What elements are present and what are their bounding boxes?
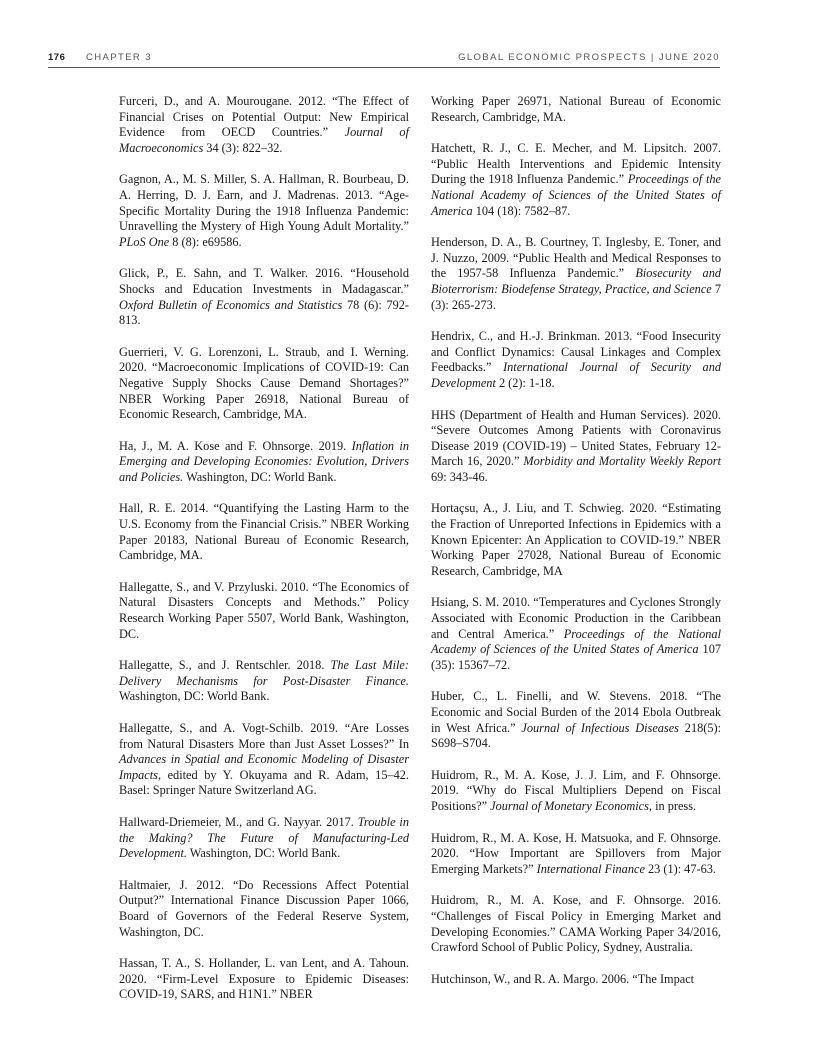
reference-text: Hendrix, C., and H.-J. Brinkman. 2013. “Food Insecurity and Conflict Dynamics: Causal Linkages and Complex Feedbacks.” [431, 329, 721, 375]
reference-text: Washington, DC: World Bank. [119, 689, 270, 704]
reference-title-italic: Advances in Spatial and Economic Modeling of Disaster Impacts [119, 752, 409, 782]
header-rule [48, 67, 720, 68]
reference-text: 78 (6): 792-813. [119, 297, 409, 328]
reference-text: 8 (8): e69586. [169, 234, 242, 249]
reference-text: Henderson, D. A., B. Courtney, T. Inglesby, E. Toner, and J. Nuzzo, 2009. “Public Health and Medical Responses to the 1957-58 Influenza Pandemic.” [431, 235, 721, 281]
reference-text: , edited by Y. Okuyama and R. Adam, 15–42. Basel: Springer Nature Switzerland AG. [119, 767, 409, 798]
reference-title-italic: International Journal of Security and Development [431, 360, 721, 390]
reference-text: Glick, P., E. Sahn, and T. Walker. 2016. “Household Shocks and Education Investments in Madagascar.” [119, 266, 409, 296]
reference-entry [431, 141, 721, 219]
reference-title-italic: Proceedings of the National Academy of Sciences of the United States of America [431, 626, 721, 657]
reference-text: Huidrom, R., M. A. Kose, and F. Ohnsorge. 2016. “Challenges of Fiscal Policy in Emerging Market and Developing Economies.” CAMA Working Paper 34/2016, Crawford School of Public Policy, Sydney, Australia. [431, 893, 721, 955]
reference-text: 7 (3): 265-273. [431, 281, 721, 312]
reference-text: Hallegatte, S., and J. Rentschler. 2018. [119, 658, 331, 673]
reference-title-italic: Biosecurity and Bioterrorism: Biodefense Strategy, Practice, and Science [431, 266, 721, 296]
reference-entry [431, 831, 721, 878]
reference-entry [119, 501, 409, 563]
reference-text: Hallegatte, S., and V. Przyluski. 2010. “The Economics of Natural Disasters Concepts and Methods.” Policy Research Working Paper 5507, World Bank, Washington, DC. [119, 579, 409, 641]
reference-text: 218(5): S698–S704. [431, 720, 721, 751]
page-header [48, 52, 720, 66]
reference-title-italic: Oxford Bulletin of Economics and Statistics [119, 297, 343, 312]
reference-entry [431, 94, 721, 125]
reference-text: Furceri, D., and A. Mourougane. 2012. “The Effect of Financial Crises on Potential Output: New Empirical Evidence from OECD Countries.” [119, 94, 409, 140]
reference-text: Hatchett, R. J., C. E. Mecher, and M. Lipsitch. 2007. “Public Health Interventions and Epidemic Intensity During the 1918 Influenza Pandemic.” [431, 141, 721, 187]
reference-text: Gagnon, A., M. S. Miller, S. A. Hallman, R. Bourbeau, D. A. Herring, D. J. Earn, and J. Madrenas. 2013. “Age-Specific Mortality During the 1918 Influenza Pandemic: Unravelling the Mystery of High Young Adult Mortality.” [119, 172, 409, 234]
reference-entry [119, 580, 409, 642]
reference-title-italic: Trouble in the Making? The Future of Manufacturing-Led Development. [119, 814, 409, 861]
reference-text: Guerrieri, V. G. Lorenzoni, L. Straub, and I. Werning. 2020. “Macroeconomic Implications of COVID-19: Can Negative Supply Shocks Cause Demand Shortages?” NBER Working Paper 26918, National Bureau of Economic Research, Cambridge, MA. [119, 344, 409, 422]
reference-entry [431, 408, 721, 486]
reference-entry [119, 815, 409, 862]
reference-entry [119, 345, 409, 423]
reference-text: Washington, DC: World Bank. [186, 846, 341, 861]
reference-entry [431, 893, 721, 955]
reference-title-italic: Journal of Monetary Economics [490, 798, 649, 813]
reference-text: Hallward-Driemeier, M., and G. Nayyar. 2017. [119, 814, 358, 829]
publication-title: GLOBAL ECONOMIC PROSPECTS | JUNE 2020 [458, 52, 720, 63]
reference-text: , in press. [648, 798, 697, 813]
reference-text: Working Paper 26971, National Bureau of Economic Research, Cambridge, MA. [431, 94, 721, 124]
reference-text: Huber, C., L. Finelli, and W. Stevens. 2018. “The Economic and Social Burden of the 2014 Ebola Outbreak in West Africa.” [431, 689, 721, 735]
reference-entry [431, 768, 721, 815]
reference-text: Hsiang, S. M. 2010. “Temperatures and Cyclones Strongly Associated with Economic Production in the Caribbean and Central America.” [431, 595, 721, 641]
reference-text: Huidrom, R., M. A. Kose, J. J. Lim, and F. Ohnsorge. 2019. “Why do Fiscal Multipliers Depend on Fiscal Positions?” [431, 767, 721, 813]
reference-entry [119, 94, 409, 156]
page-number: 176 [48, 52, 66, 63]
reference-title-italic: Journal of Macroeconomics [119, 125, 409, 155]
reference-title-italic: Inflation in Emerging and Developing Economies: Evolution, Drivers and Policies. [119, 438, 409, 484]
reference-entry [431, 595, 721, 673]
reference-text: Haltmaier, J. 2012. “Do Recessions Affect Potential Output?” International Finance Discussion Paper 1066, Board of Governors of the Federal Reserve System, Washington, DC. [119, 877, 409, 939]
reference-text: Washington, DC: World Bank. [183, 469, 337, 484]
reference-entry [119, 878, 409, 940]
reference-text: 23 (1): 47-63. [644, 861, 716, 876]
reference-title-italic: PLoS One [119, 234, 170, 249]
reference-entry [431, 972, 721, 988]
reference-entry [119, 658, 409, 705]
reference-entry [119, 721, 409, 799]
reference-text: Hortaçsu, A., J. Liu, and T. Schwieg. 2020. “Estimating the Fraction of Unreported Infections in Epidemics with a Known Epicenter: An Application to COVID-19.” NBER Working Paper 27028, National Bureau of Economic Research, Cambridge, MA [431, 501, 721, 578]
reference-text: Hall, R. E. 2014. “Quantifying the Lasting Harm to the U.S. Economy from the Financial Crisis.” NBER Working Paper 20183, National Bureau of Economic Research, Cambridge, MA. [119, 501, 409, 563]
reference-entry [119, 266, 409, 328]
reference-entry [431, 689, 721, 751]
reference-title-italic: Proceedings of the National Academy of Sciences of the United States of America [431, 172, 721, 218]
reference-text: 2 (2): 1-18. [495, 375, 555, 390]
reference-entry [119, 172, 409, 250]
reference-entry [431, 501, 721, 579]
chapter-label: CHAPTER 3 [86, 52, 152, 63]
reference-entry [119, 439, 409, 486]
reference-entry [431, 235, 721, 313]
references-left-column [119, 94, 409, 1019]
reference-text: Hutchinson, W., and R. A. Margo. 2006. “The Impact [431, 971, 695, 986]
references-right-column [431, 94, 721, 1003]
reference-title-italic: Morbidity and Mortality Weekly Report [523, 454, 721, 469]
reference-text: Huidrom, R., M. A. Kose, H. Matsuoka, and F. Ohnsorge. 2020. “How Important are Spillovers from Major Emerging Markets?” [431, 830, 721, 876]
reference-text: 104 (18): 7582–87. [472, 203, 571, 218]
reference-text: Hassan, T. A., S. Hollander, L. van Lent, and A. Tahoun. 2020. “Firm-Level Exposure to Epidemic Diseases: COVID-19, SARS, and H1N1.” NBER [119, 956, 409, 1002]
reference-title-italic: Journal of Infectious Diseases [521, 720, 679, 735]
reference-title-italic: International Finance [536, 861, 645, 876]
reference-text: Ha, J., M. A. Kose and F. Ohnsorge. 2019. [119, 438, 352, 453]
reference-title-italic: The Last Mile: Delivery Mechanisms for Post-Disaster Finance. [119, 658, 409, 688]
reference-text: 107 (35): 15367–72. [431, 642, 721, 672]
reference-text: 34 (3): 822–32. [203, 140, 283, 155]
reference-text: 69: 343-46. [431, 469, 488, 484]
reference-text: HHS (Department of Health and Human Services). 2020. “Severe Outcomes Among Patients with Coronavirus Disease 2019 (COVID-19) – United States, February 12-March 16, 2020.” [431, 407, 721, 469]
reference-entry [119, 956, 409, 1003]
reference-text: Hallegatte, S., and A. Vogt-Schilb. 2019. “Are Losses from Natural Disasters More than Just Asset Losses?” In [119, 721, 409, 751]
reference-entry [431, 329, 721, 391]
